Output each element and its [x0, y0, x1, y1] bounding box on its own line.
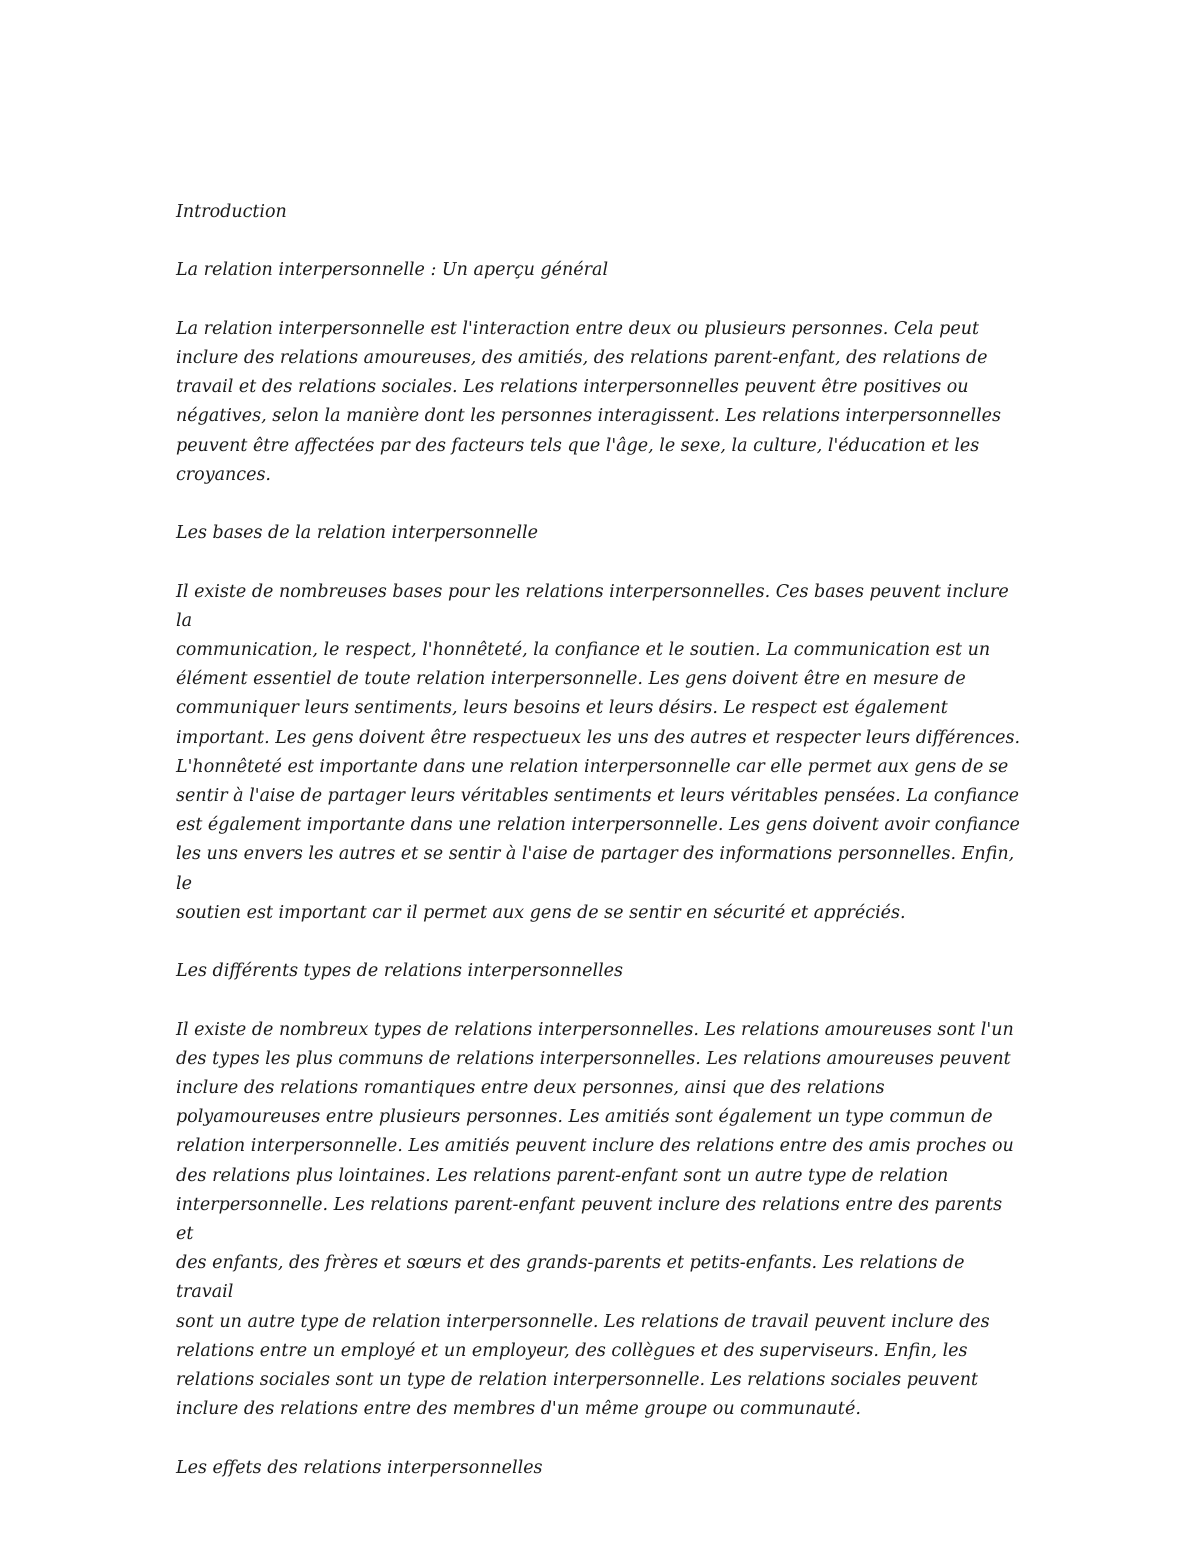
section-heading-apercu-general: La relation interpersonnelle : Un aperçu général — [176, 260, 609, 281]
section-heading-bases: Les bases de la relation interpersonnelle — [176, 523, 539, 544]
section-heading-effets: Les effets des relations interpersonnelles — [176, 1457, 543, 1478]
paragraph-bases: Il existe de nombreuses bases pour les relations interpersonnelles. Ces bases peuvent inclure la communication, le respect, l'honnêteté, la confiance et le soutien. La communication est un élément essentiel de toute relation interpersonnelle. Les gens doivent être en mesure de communiquer leurs sentiments, leurs besoins et leurs désirs. Le respect est également important. Les gens doivent être respectueux les uns des autres et respecter leurs différences. L'honnêteté est importante dans une relation interpersonnelle car elle permet aux gens de se sentir à l'aise de partager leurs véritables sentiments et leurs véritables pensées. La confiance est également importante dans une relation interpersonnelle. Les gens doivent avoir confiance les uns envers les autres et se sentir à l'aise de partager des informations personnelles. Enfin, le soutien est important car il permet aux gens de se sentir en sécurité et appréciés. — [176, 581, 1021, 923]
section-heading-types: Les différents types de relations interpersonnelles — [176, 961, 624, 982]
paragraph-definition: La relation interpersonnelle est l'interaction entre deux ou plusieurs personnes. Cela peut inclure des relations amoureuses, des amitiés, des relations parent-enfant, des relations de travail et des relations sociales. Les relations interpersonnelles peuvent être positives ou négatives, selon la manière dont les personnes interagissent. Les relations interpersonnelles peuvent être affectées par des facteurs tels que l'âge, le sexe, la culture, l'éducation et les croyances. — [176, 318, 1002, 485]
section-heading-introduction: Introduction — [176, 202, 287, 222]
paragraph-types: Il existe de nombreux types de relations interpersonnelles. Les relations amoureuses sont l'un des types les plus communs de relations interpersonnelles. Les relations amoureuses peuvent inclure des relations romantiques entre deux personnes, ainsi que des relations polyamoureuses entre plusieurs personnes. Les amitiés sont également un type commun de relation interpersonnelle. Les amitiés peuvent inclure des relations entre des amis proches ou des relations plus lointaines. Les relations parent-enfant sont un autre type de relation interpersonnelle. Les relations parent-enfant peuvent inclure des relations entre des parents et des enfants, des frères et sœurs et des grands-parents et petits-enfants. Les relations de travail sont un autre type de relation interpersonnelle. Les relations de travail peuvent inclure des relations entre un employé et un employeur, des collègues et des superviseurs. Enfin, les relations sociales sont un type de relation interpersonnelle. Les relations sociales peuvent inclure des relations entre des membres d'un même groupe ou communauté. — [176, 1019, 1014, 1420]
document-body — [176, 198, 1024, 1512]
